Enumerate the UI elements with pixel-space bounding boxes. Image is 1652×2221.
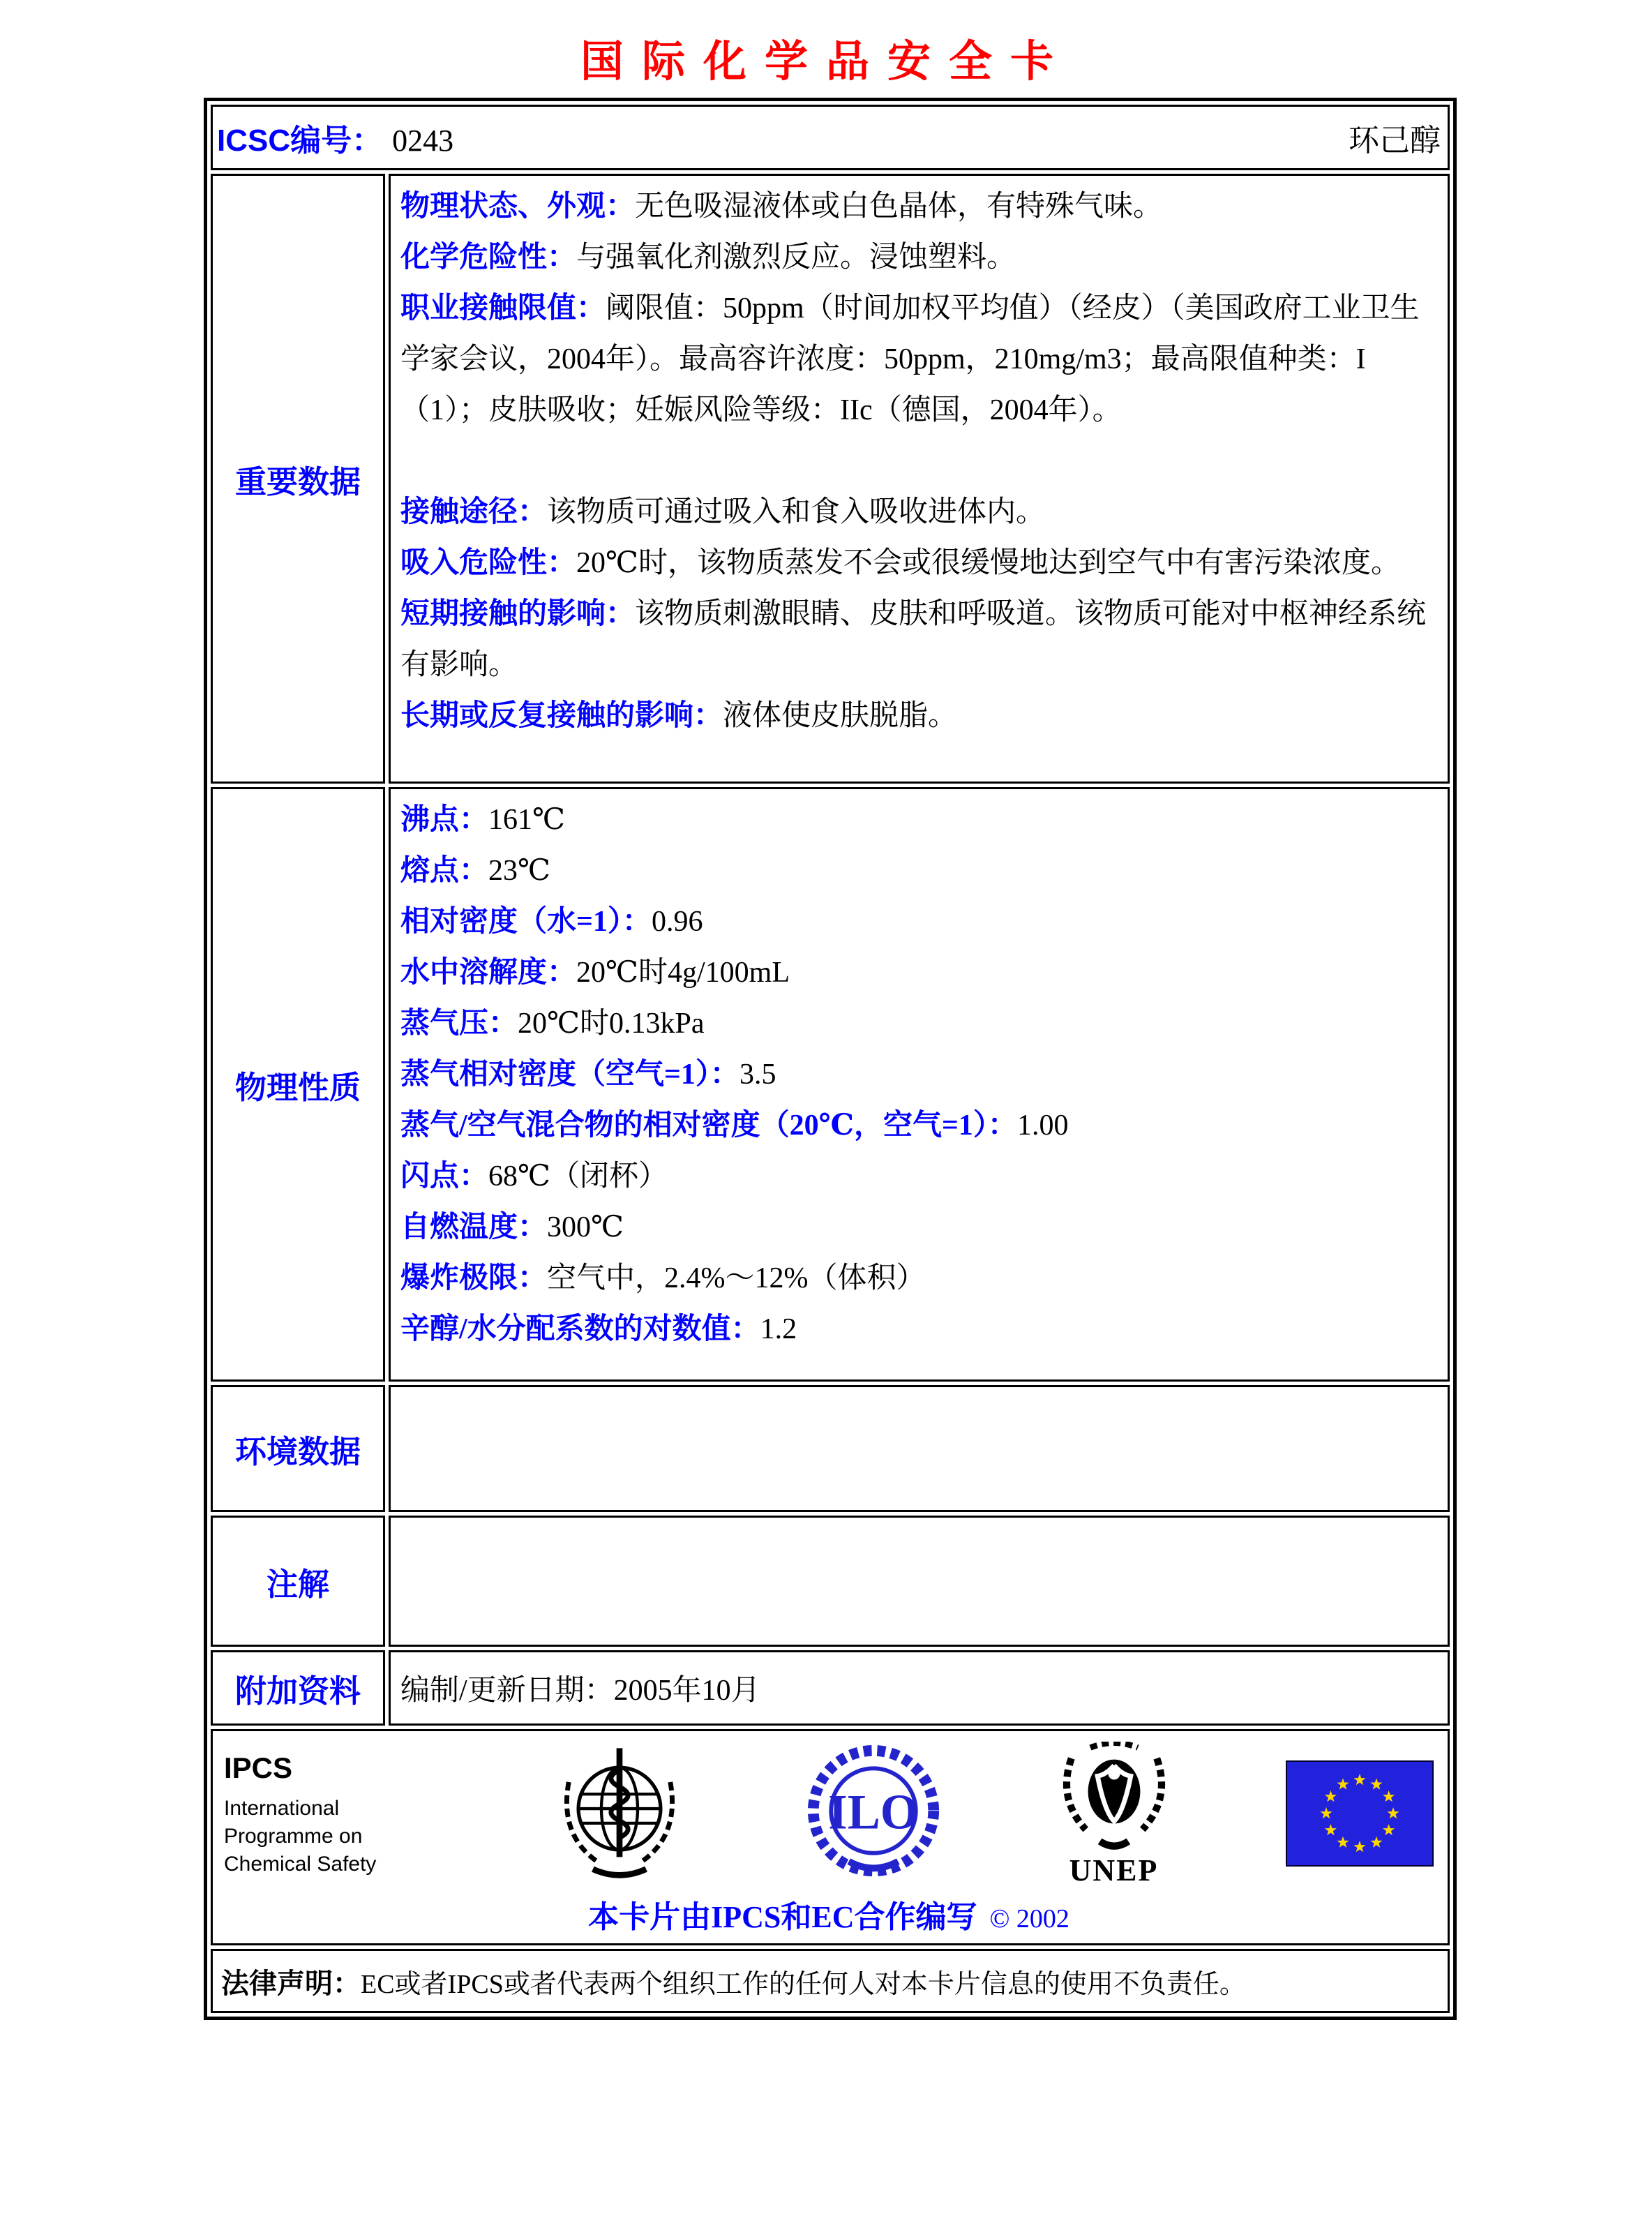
ilo-letters: ILO — [828, 1785, 919, 1840]
legal-notice-text: EC或者IPCS或者代表两个组织工作的任何人对本卡片信息的使用不负责任。 — [361, 1969, 1246, 1999]
ipcs-line-3: Chemical Safety — [224, 1853, 377, 1876]
physical-properties-list — [400, 795, 1438, 1355]
paragraph-text: 无色吸湿液体或白色晶体，有特殊气味。 — [635, 190, 1163, 223]
logos-cell — [211, 1729, 1450, 1945]
additional-info-label-cell — [211, 1650, 385, 1726]
property-label: 蒸气压： — [400, 1008, 518, 1040]
physical-properties-row — [211, 787, 1450, 1382]
property-line — [400, 1253, 1438, 1304]
ilo-logo-icon — [805, 1741, 942, 1890]
property-value: 20℃时4g/100mL — [576, 957, 790, 989]
data-paragraph — [400, 283, 1438, 436]
legal-row — [211, 1949, 1450, 2013]
unep-wordmark: UNEP — [1069, 1853, 1159, 1887]
property-value: 空气中，2.4%～12%（体积） — [547, 1262, 926, 1294]
icsc-card-table — [204, 98, 1457, 2020]
paragraph-text: 该物质可通过吸入和食入吸收进体内。 — [547, 496, 1046, 528]
header-row — [211, 105, 1450, 170]
section-label-important-data: 重要数据 — [234, 463, 361, 500]
data-paragraph — [400, 691, 1438, 742]
page-title: 国际化学品安全卡 — [580, 38, 1072, 86]
physical-properties-label-cell — [211, 787, 385, 1382]
section-label-physical-properties: 物理性质 — [234, 1069, 361, 1105]
paragraph-label: 吸入危险性： — [400, 547, 577, 579]
who-logo-icon — [546, 1741, 693, 1890]
property-line — [400, 1202, 1438, 1253]
notes-label-cell — [211, 1516, 385, 1647]
ipcs-line-2: Programme on — [224, 1825, 363, 1848]
property-line — [400, 999, 1438, 1049]
data-paragraph — [400, 232, 1438, 283]
environmental-data-content-cell — [389, 1385, 1450, 1512]
property-value: 300℃ — [547, 1211, 624, 1243]
paragraph-text: 液体使皮肤脱脂。 — [723, 700, 958, 732]
important-data-content-cell — [389, 174, 1450, 784]
property-value: 0.96 — [651, 906, 703, 938]
data-paragraph — [400, 181, 1438, 232]
section-label-notes: 注解 — [266, 1566, 329, 1602]
data-paragraph — [400, 589, 1438, 691]
paragraph-text: 该物质刺激眼睛、皮肤和呼吸道。该物质可能对中枢神经系统有影响。 — [400, 598, 1427, 681]
property-line — [400, 948, 1438, 999]
copyright-text: © 2002 — [989, 1904, 1069, 1934]
notes-content — [400, 1523, 1438, 1574]
paragraph-label: 短期接触的影响： — [400, 598, 636, 630]
property-label: 辛醇/水分配系数的对数值： — [400, 1313, 760, 1345]
property-value: 20℃时0.13kPa — [518, 1008, 705, 1040]
icsc-number-group — [217, 115, 453, 160]
ipcs-acronym: IPCS — [224, 1751, 293, 1784]
legal-cell — [211, 1949, 1450, 2013]
property-line — [400, 1151, 1438, 1202]
paragraph-text: 20℃时，该物质蒸发不会或很缓慢地达到空气中有害污染浓度。 — [576, 547, 1401, 579]
logos-row — [211, 1729, 1450, 1945]
legal-notice-label: 法律声明： — [221, 1968, 361, 1999]
important-data-label-cell — [211, 174, 385, 784]
logos-strip — [224, 1741, 1434, 1889]
unep-logo-block — [1055, 1742, 1173, 1888]
environmental-data-row — [211, 1385, 1450, 1512]
update-date-text: 编制/更新日期：2005年10月 — [400, 1675, 760, 1707]
paragraph-label: 化学危险性： — [400, 241, 577, 274]
section-label-environmental-data: 环境数据 — [234, 1433, 361, 1470]
notes-row — [211, 1516, 1450, 1647]
property-value: 1.2 — [760, 1313, 797, 1345]
property-label: 熔点： — [400, 855, 489, 887]
paragraph-text: 与强氧化剂激烈反应。浸蚀塑料。 — [576, 241, 1016, 274]
physical-properties-content-cell — [389, 787, 1450, 1382]
eu-flag-icon — [1286, 1760, 1434, 1870]
property-value: 1.00 — [1016, 1109, 1069, 1142]
property-value: 3.5 — [739, 1059, 776, 1091]
property-label: 蒸气相对密度（空气=1）： — [400, 1059, 739, 1091]
property-line — [400, 1304, 1438, 1355]
property-label: 自燃温度： — [400, 1211, 548, 1243]
important-data-row — [211, 174, 1450, 784]
data-paragraph — [400, 487, 1438, 538]
property-label: 水中溶解度： — [400, 957, 577, 989]
unep-logo-icon — [1055, 1742, 1173, 1857]
property-label: 沸点： — [400, 804, 489, 836]
notes-content-cell — [389, 1516, 1450, 1647]
environmental-data-label-cell — [211, 1385, 385, 1512]
ipcs-text-block — [224, 1751, 433, 1878]
additional-info-row — [211, 1650, 1450, 1726]
environmental-data-content — [400, 1393, 1438, 1444]
data-paragraph — [400, 538, 1438, 589]
property-line — [400, 795, 1438, 846]
cooperation-caption-text: 本卡片由IPCS和EC合作编写 — [588, 1900, 977, 1934]
important-data-paragraphs — [400, 181, 1438, 742]
property-line — [400, 897, 1438, 948]
paragraph-text: 阈限值：50ppm（时间加权平均值）（经皮）（美国政府工业卫生学家会议，2004年）。最高容许浓度：50ppm，210mg/m3；最高限值种类：I（1）；皮肤吸收；妊娠风险等级：IIc（德国，2004年）。 — [400, 292, 1420, 426]
section-label-additional-info: 附加资料 — [234, 1673, 361, 1709]
paragraph-label: 物理状态、外观： — [400, 190, 636, 223]
property-label: 蒸气/空气混合物的相对密度（20℃，空气=1）： — [400, 1109, 1017, 1142]
icsc-number-value: 0243 — [392, 124, 454, 158]
property-value: 68℃（闭杯） — [488, 1160, 668, 1192]
property-value: 23℃ — [488, 855, 550, 887]
property-line — [400, 1049, 1438, 1100]
cooperation-caption — [224, 1892, 1434, 1936]
property-line — [400, 1100, 1438, 1151]
header-cell — [211, 105, 1450, 170]
property-line — [400, 846, 1438, 897]
paragraph-label: 接触途径： — [400, 496, 548, 528]
property-value: 161℃ — [488, 804, 565, 836]
chemical-name: 环己醇 — [1349, 124, 1441, 158]
paragraph-label: 长期或反复接触的影响： — [400, 700, 723, 732]
paragraph-label: 职业接触限值： — [400, 292, 606, 324]
icsc-number-label: ICSC编号： — [217, 124, 383, 158]
additional-info-content-cell — [389, 1650, 1450, 1726]
property-label: 闪点： — [400, 1160, 489, 1192]
ipcs-line-1: International — [224, 1797, 340, 1820]
property-label: 相对密度（水=1）： — [400, 906, 652, 938]
property-label: 爆炸极限： — [400, 1262, 548, 1294]
data-paragraph — [400, 436, 1438, 487]
